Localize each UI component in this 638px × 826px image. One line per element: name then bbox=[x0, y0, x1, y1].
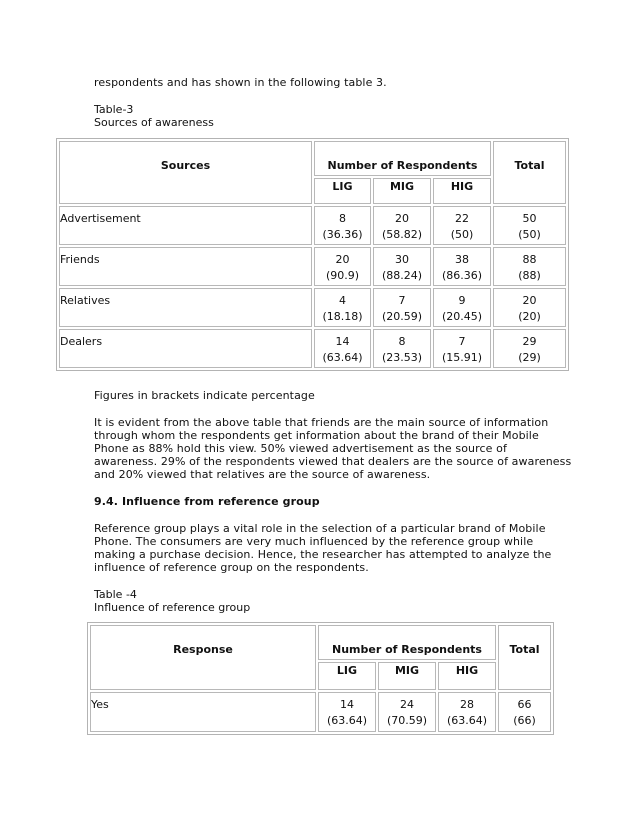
subheader-hig: HIG bbox=[433, 178, 491, 204]
value: 9 bbox=[458, 293, 466, 307]
value: 20 bbox=[395, 211, 409, 225]
value: 66 bbox=[517, 697, 532, 711]
table-row bbox=[59, 247, 566, 286]
subheader-lig: LIG bbox=[318, 662, 376, 690]
value: 88 bbox=[522, 252, 537, 266]
row-label: Relatives bbox=[59, 288, 312, 327]
paragraph-line: influence of reference group on the respondents. bbox=[94, 561, 369, 574]
table-row bbox=[59, 206, 566, 245]
value: 20 bbox=[522, 293, 537, 307]
value: 50 bbox=[522, 211, 537, 225]
paragraph-line: Reference group plays a vital role in the selection of a particular brand of Mobile bbox=[94, 522, 546, 535]
percentage: (63.64) bbox=[446, 714, 488, 727]
intro-line: respondents and has shown in the following table 3. bbox=[94, 76, 387, 89]
influence-table bbox=[87, 622, 554, 735]
cell-hig bbox=[433, 206, 491, 245]
value: 4 bbox=[339, 293, 346, 307]
percentage: (58.82) bbox=[381, 228, 423, 241]
value: 24 bbox=[400, 697, 414, 711]
header-number-of-respondents: Number of Respondents bbox=[318, 625, 496, 660]
percentage: (88.24) bbox=[381, 269, 423, 282]
percentage: (36.36) bbox=[322, 228, 363, 241]
cell-mig bbox=[373, 288, 431, 327]
header-total: Total bbox=[498, 625, 551, 690]
cell-total bbox=[493, 206, 566, 245]
percentage: (50) bbox=[518, 228, 541, 241]
paragraph-line: making a purchase decision. Hence, the researcher has attempted to analyze the bbox=[94, 548, 552, 561]
percentage: (29) bbox=[518, 351, 541, 364]
percentage: (18.18) bbox=[322, 310, 363, 323]
paragraph-line: Phone as 88% hold this view. 50% viewed advertisement as the source of bbox=[94, 442, 507, 455]
cell-lig bbox=[314, 206, 371, 245]
table3-caption-title: Sources of awareness bbox=[94, 116, 214, 129]
value: 28 bbox=[460, 697, 474, 711]
cell-lig bbox=[314, 288, 371, 327]
cell-mig bbox=[378, 692, 436, 732]
table-row bbox=[90, 692, 551, 732]
cell-mig bbox=[373, 206, 431, 245]
value: 20 bbox=[335, 252, 350, 266]
table-row bbox=[59, 329, 566, 368]
value: 14 bbox=[340, 697, 354, 711]
percentage: (66) bbox=[513, 714, 536, 727]
percentage: (86.36) bbox=[441, 269, 483, 282]
table4-caption-title: Influence of reference group bbox=[94, 601, 251, 614]
table3-caption-number: Table-3 bbox=[94, 103, 134, 116]
paragraph-line: and 20% viewed that relatives are the source of awareness. bbox=[94, 468, 431, 481]
row-label: Dealers bbox=[59, 329, 312, 368]
value: 29 bbox=[522, 334, 537, 348]
cell-mig bbox=[373, 329, 431, 368]
cell-hig bbox=[433, 329, 491, 368]
header-sources: Sources bbox=[59, 141, 312, 204]
percentage: (20.45) bbox=[441, 310, 483, 323]
cell-lig bbox=[314, 329, 371, 368]
cell-hig bbox=[433, 288, 491, 327]
cell-total bbox=[493, 247, 566, 286]
header-total: Total bbox=[493, 141, 566, 204]
percentage: (15.91) bbox=[441, 351, 483, 364]
header-number-of-respondents: Number of Respondents bbox=[314, 141, 491, 176]
value: 30 bbox=[395, 252, 409, 266]
cell-hig bbox=[433, 247, 491, 286]
cell-total bbox=[498, 692, 551, 732]
cell-lig bbox=[318, 692, 376, 732]
percentage: (20.59) bbox=[381, 310, 423, 323]
percentage: (88) bbox=[518, 269, 541, 282]
value: 38 bbox=[455, 252, 469, 266]
percentage: (63.64) bbox=[322, 351, 363, 364]
cell-lig bbox=[314, 247, 371, 286]
percentage: (23.53) bbox=[381, 351, 423, 364]
value: 7 bbox=[398, 293, 406, 307]
subheader-lig: LIG bbox=[314, 178, 371, 204]
percentage: (70.59) bbox=[386, 714, 428, 727]
table4-caption-number: Table -4 bbox=[94, 588, 137, 601]
percentage: (90.9) bbox=[325, 269, 360, 282]
value: 8 bbox=[339, 211, 346, 225]
paragraph-line: Phone. The consumers are very much influenced by the reference group while bbox=[94, 535, 534, 548]
value: 7 bbox=[458, 334, 466, 348]
sources-table bbox=[56, 138, 569, 371]
row-label: Advertisement bbox=[59, 206, 312, 245]
cell-total bbox=[493, 329, 566, 368]
paragraph-line: through whom the respondents get information about the brand of their Mobile bbox=[94, 429, 539, 442]
value: 22 bbox=[455, 211, 469, 225]
value: 14 bbox=[335, 334, 350, 348]
table-row bbox=[59, 288, 566, 327]
cell-total bbox=[493, 288, 566, 327]
percentage: (20) bbox=[518, 310, 541, 323]
percentage: (50) bbox=[450, 228, 474, 241]
subheader-hig: HIG bbox=[438, 662, 496, 690]
subheader-mig: MIG bbox=[373, 178, 431, 204]
cell-mig bbox=[373, 247, 431, 286]
paragraph-line: awareness. 29% of the respondents viewed that dealers are the source of awareness bbox=[94, 455, 572, 468]
value: 8 bbox=[398, 334, 406, 348]
paragraph-line: It is evident from the above table that friends are the main source of information bbox=[94, 416, 549, 429]
cell-hig bbox=[438, 692, 496, 732]
row-label: Yes bbox=[90, 692, 316, 732]
header-response: Response bbox=[90, 625, 316, 690]
subheader-mig: MIG bbox=[378, 662, 436, 690]
section-heading: 9.4. Influence from reference group bbox=[94, 495, 320, 508]
row-label: Friends bbox=[59, 247, 312, 286]
table3-note: Figures in brackets indicate percentage bbox=[94, 389, 315, 402]
percentage: (63.64) bbox=[326, 714, 368, 727]
